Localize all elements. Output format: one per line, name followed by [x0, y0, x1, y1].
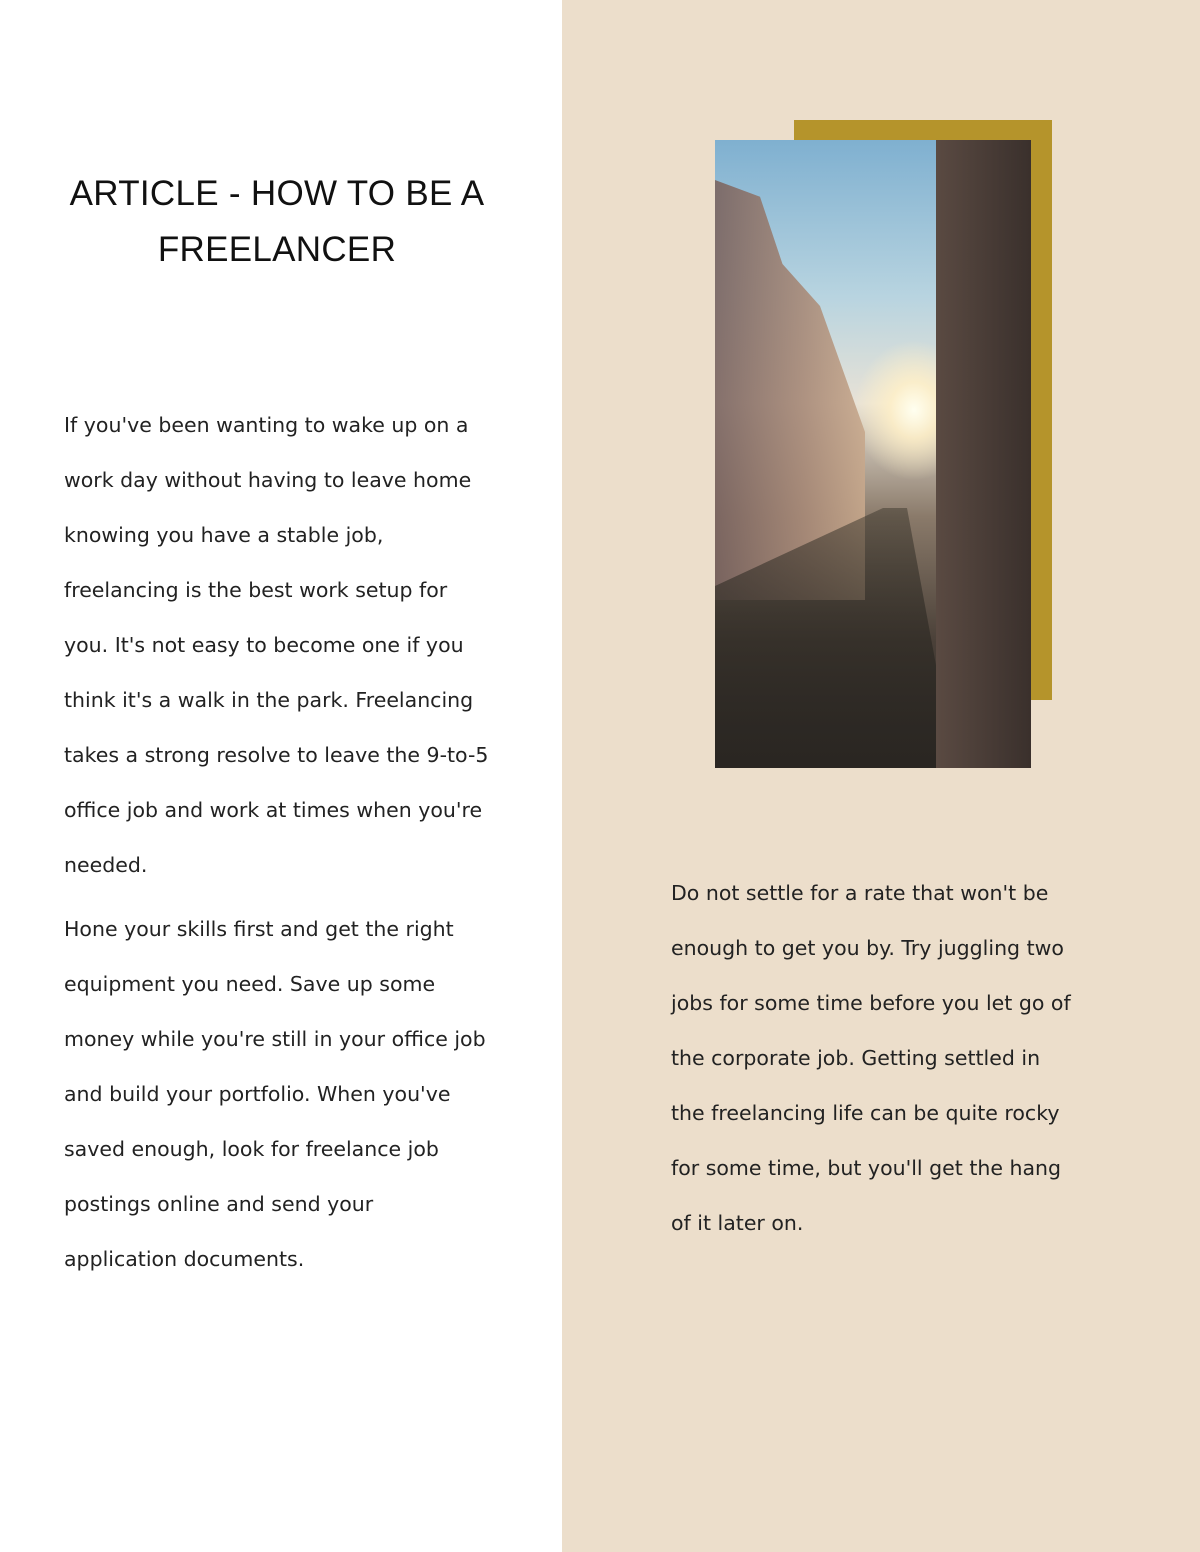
text-line: Hone your skills first and get the right	[64, 917, 454, 941]
title-line: FREELANCER	[157, 230, 397, 269]
paragraph-skills	[64, 902, 486, 1287]
text-line: and build your portfolio. When you've	[64, 1082, 451, 1106]
text-line: knowing you have a stable job,	[64, 523, 384, 547]
text-line: office job and work at times when you're	[64, 798, 483, 822]
text-line: equipment you need. Save up some	[64, 972, 436, 996]
photo-building-right	[936, 140, 1031, 768]
text-line: think it's a walk in the park. Freelancing	[64, 688, 474, 712]
text-line: you. It's not easy to become one if you	[64, 633, 464, 657]
text-line: jobs for some time before you let go of	[671, 991, 1071, 1015]
text-line: work day without having to leave home	[64, 468, 472, 492]
text-line: application documents.	[64, 1247, 305, 1271]
city-street-photo	[715, 140, 1031, 768]
text-line: postings online and send your	[64, 1192, 374, 1216]
text-line: saved enough, look for freelance job	[64, 1137, 439, 1161]
text-line: for some time, but you'll get the hang	[671, 1156, 1062, 1180]
text-line: the freelancing life can be quite rocky	[671, 1101, 1060, 1125]
text-line: takes a strong resolve to leave the 9-to-5	[64, 743, 489, 767]
text-line: enough to get you by. Try juggling two	[671, 936, 1064, 960]
text-line: Do not settle for a rate that won't be	[671, 881, 1049, 905]
text-line: needed.	[64, 853, 148, 877]
text-line: the corporate job. Getting settled in	[671, 1046, 1041, 1070]
title-line: ARTICLE - HOW TO BE A	[69, 174, 485, 213]
text-line: money while you're still in your office job	[64, 1027, 486, 1051]
paragraph-intro	[64, 398, 488, 893]
paragraph-rate	[671, 866, 1071, 1251]
text-line: If you've been wanting to wake up on a	[64, 413, 469, 437]
text-line: freelancing is the best work setup for	[64, 578, 448, 602]
text-line: of it later on.	[671, 1211, 804, 1235]
article-title	[40, 166, 514, 278]
